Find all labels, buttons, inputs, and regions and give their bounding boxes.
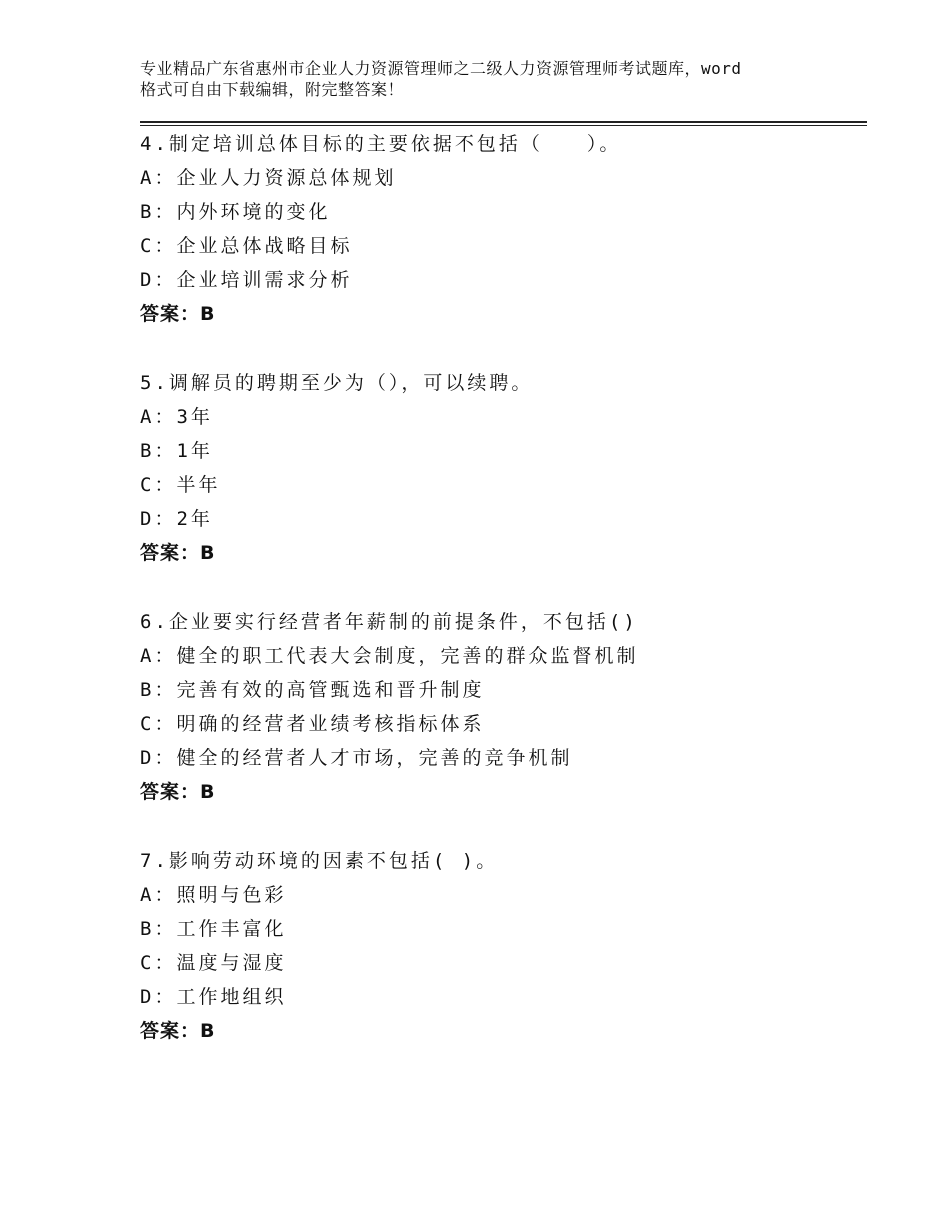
option-a: A：企业人力资源总体规划 — [140, 167, 397, 189]
option-d: D：健全的经营者人才市场，完善的竞争机制 — [140, 747, 573, 769]
option-c: C：半年 — [140, 474, 221, 496]
option-b: B：内外环境的变化 — [140, 201, 331, 223]
answer-label: 答案：B — [140, 781, 216, 803]
answer-label: 答案：B — [140, 1020, 216, 1042]
question-spacer — [140, 570, 867, 605]
answer-label: 答案：B — [140, 542, 216, 564]
question-stem: 4.制定培训总体目标的主要依据不包括（ ）。 — [140, 133, 622, 155]
option-b: B：工作丰富化 — [140, 918, 287, 940]
question-stem: 6.企业要实行经营者年薪制的前提条件，不包括() — [140, 611, 638, 633]
question-5 — [140, 366, 867, 570]
question-spacer — [140, 809, 867, 844]
header-divider-thick — [140, 121, 867, 123]
header-line-1: 专业精品广东省惠州市企业人力资源管理师之二级人力资源管理师考试题库，word — [140, 59, 742, 78]
question-list — [140, 127, 867, 1048]
header-line-2: 格式可自由下载编辑，附完整答案！ — [140, 80, 405, 99]
option-d: D：工作地组织 — [140, 986, 287, 1008]
option-d: D：2年 — [140, 508, 213, 530]
option-c: C：明确的经营者业绩考核指标体系 — [140, 713, 485, 735]
header-divider-thin — [140, 125, 867, 126]
option-a: A：照明与色彩 — [140, 884, 287, 906]
option-a: A：3年 — [140, 406, 213, 428]
question-stem: 7.影响劳动环境的因素不包括( )。 — [140, 850, 499, 872]
option-d: D：企业培训需求分析 — [140, 269, 353, 291]
answer-label: 答案：B — [140, 303, 216, 325]
document-header — [140, 58, 840, 100]
question-6 — [140, 605, 867, 809]
question-spacer — [140, 331, 867, 366]
question-7 — [140, 844, 867, 1048]
question-4 — [140, 127, 867, 331]
option-c: C：温度与湿度 — [140, 952, 287, 974]
option-b: B：完善有效的高管甄选和晋升制度 — [140, 679, 485, 701]
option-a: A：健全的职工代表大会制度，完善的群众监督机制 — [140, 645, 639, 667]
question-stem: 5.调解员的聘期至少为（），可以续聘。 — [140, 372, 534, 394]
option-b: B：1年 — [140, 440, 213, 462]
option-c: C：企业总体战略目标 — [140, 235, 353, 257]
